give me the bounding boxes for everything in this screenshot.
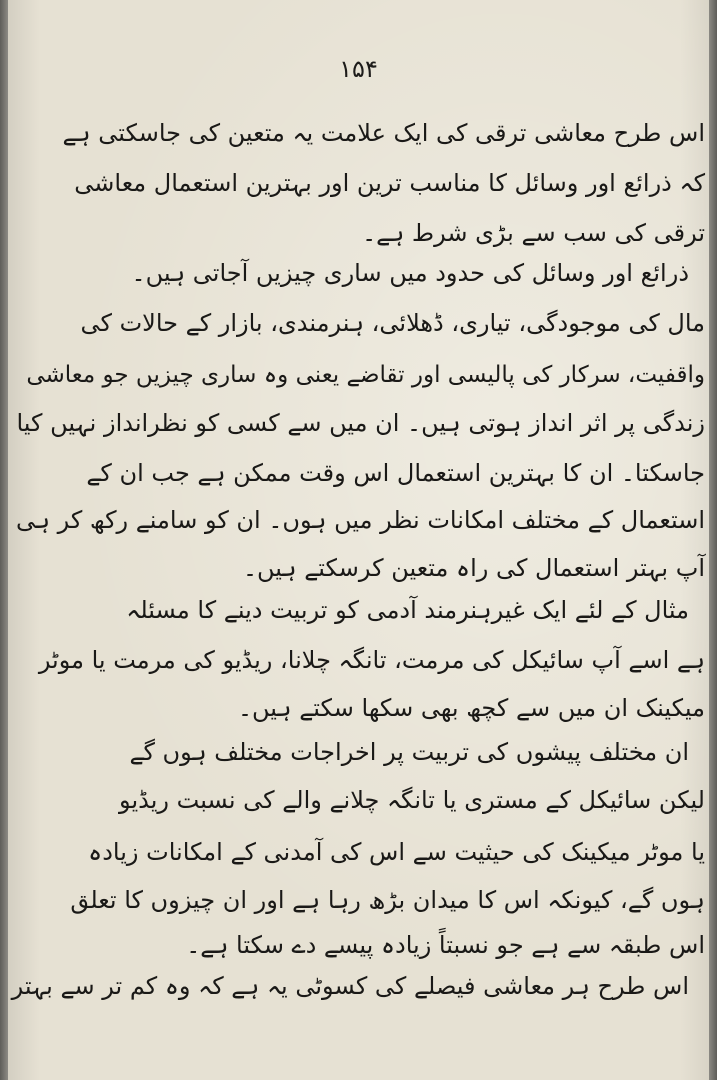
page-edge-right [709, 0, 717, 1080]
text-line: ترقی کی سب سے بڑی شرط ہے۔ [362, 219, 705, 247]
text-line: اس طبقہ سے ہے جو نسبتاً زیادہ پیسے دے سکتا ہے۔ [186, 931, 705, 959]
text-line: میکینک ان میں سے کچھ بھی سکھا سکتے ہیں۔ [237, 694, 705, 722]
text-line: زندگی پر اثر انداز ہوتی ہیں۔ ان میں سے کسی کو نظرانداز نہیں کیا [16, 409, 705, 437]
text-line: ہوں گے، کیونکہ اس کا میدان بڑھ رہا ہے اور ان چیزوں کا تعلق [70, 886, 705, 914]
text-line: یا موٹر میکینک کی حیثیت سے اس کی آمدنی کے امکانات زیادہ [88, 838, 705, 866]
text-line: استعمال کے مختلف امکانات نظر میں ہوں۔ ان کو سامنے رکھ کر ہی [15, 506, 705, 534]
text-line: مثال کے لئے ایک غیرہنرمند آدمی کو تربیت دینے کا مسئلہ [126, 596, 689, 624]
text-line: ان مختلف پیشوں کی تربیت پر اخراجات مختلف ہوں گے [129, 738, 689, 766]
page-edge-left [0, 0, 8, 1080]
text-line: ہے اسے آپ سائیکل کی مرمت، تانگہ چلانا، ریڈیو کی مرمت یا موٹر [38, 646, 705, 674]
page-number: ۱۵۴ [339, 55, 378, 83]
text-line: ذرائع اور وسائل کی حدود میں ساری چیزیں آجاتی ہیں۔ [131, 259, 689, 287]
text-line: کہ ذرائع اور وسائل کا مناسب ترین اور بہترین استعمال معاشی [74, 169, 705, 197]
text-line: جاسکتا۔ ان کا بہترین استعمال اس وقت ممکن ہے جب ان کے [86, 459, 705, 487]
text-line: مال کی موجودگی، تیاری، ڈھلائی، ہنرمندی، بازار کے حالات کی [80, 309, 705, 337]
text-line: آپ بہتر استعمال کی راہ متعین کرسکتے ہیں۔ [242, 554, 705, 582]
text-line: واقفیت، سرکار کی پالیسی اور تقاضے یعنی وہ ساری چیزیں جو معاشی [26, 362, 705, 388]
text-line: اس طرح ہر معاشی فیصلے کی کسوٹی یہ ہے کہ وہ کم تر سے بہتر [11, 972, 689, 1000]
text-line: لیکن سائیکل کے مستری یا تانگہ چلانے والے کی نسبت ریڈیو [119, 786, 705, 814]
text-line: اس طرح معاشی ترقی کی ایک علامت یہ متعین کی جاسکتی ہے [62, 119, 705, 147]
